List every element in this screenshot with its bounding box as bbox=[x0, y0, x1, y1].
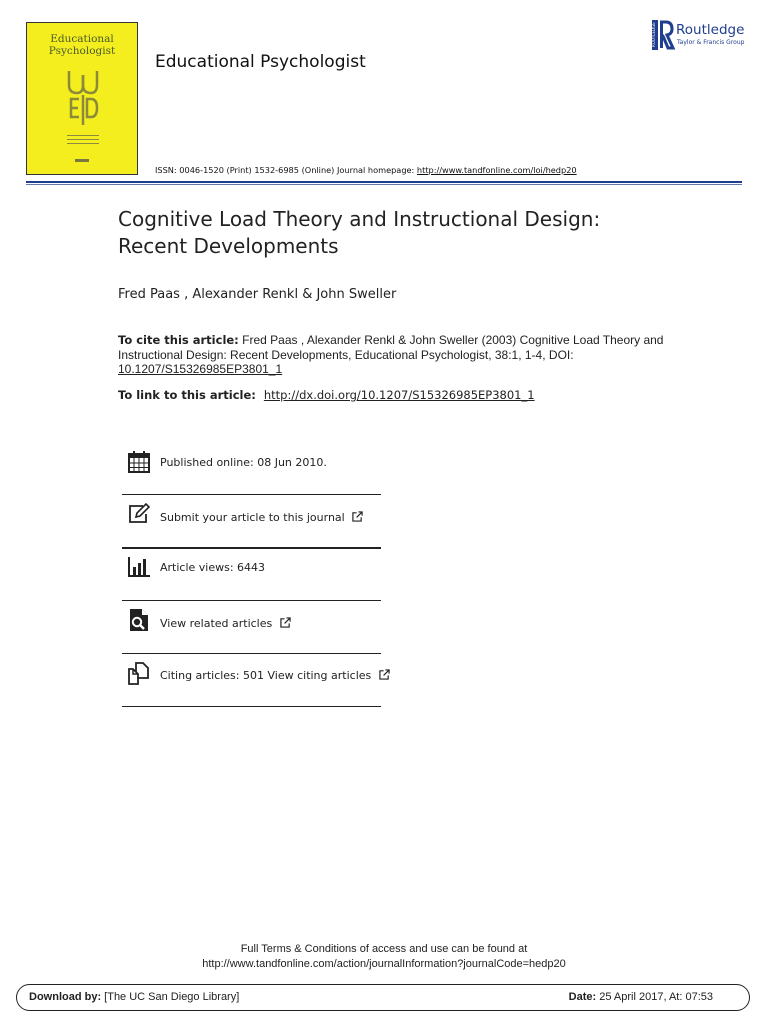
terms-url[interactable]: http://www.tandfonline.com/action/journalInformation?journalCode=hedp20 bbox=[202, 958, 566, 970]
terms-line1: Full Terms & Conditions of access and use can be found at bbox=[240, 943, 528, 955]
cover-publisher-mark bbox=[75, 159, 89, 162]
submit-article-link[interactable] bbox=[160, 511, 363, 524]
article-title bbox=[118, 206, 718, 260]
article-title-line1: Cognitive Load Theory and Instructional Design: bbox=[118, 207, 601, 231]
cover-text-lines bbox=[67, 135, 99, 147]
article-authors: Fred Paas , Alexander Renkl & John Sweller bbox=[118, 287, 397, 302]
article-views-text: Article views: 6443 bbox=[160, 561, 266, 574]
cover-title-line2: Psychologist bbox=[48, 45, 116, 57]
external-link-icon bbox=[280, 617, 291, 628]
journal-cover bbox=[26, 22, 138, 175]
header-divider bbox=[26, 181, 742, 183]
citing-articles-row[interactable] bbox=[122, 656, 381, 708]
link-label: To link to this article: bbox=[118, 388, 260, 402]
download-info-bar bbox=[16, 984, 750, 1011]
journal-title: Educational Psychologist bbox=[155, 52, 366, 72]
issn-text: ISSN: 0046-1520 (Print) 1532-6985 (Online) Journal homepage: bbox=[155, 165, 417, 175]
external-link-icon bbox=[379, 669, 390, 680]
download-date bbox=[569, 991, 713, 1003]
download-value: [The UC San Diego Library] bbox=[101, 991, 240, 1003]
edit-icon bbox=[127, 502, 151, 526]
citing-documents-icon bbox=[127, 661, 151, 685]
external-link-icon bbox=[352, 511, 363, 522]
download-by bbox=[29, 991, 239, 1003]
info-divider bbox=[122, 706, 381, 707]
related-articles-text: View related articles bbox=[160, 617, 273, 630]
info-divider bbox=[122, 600, 381, 601]
publisher-subtitle: Taylor & Francis Group bbox=[677, 39, 745, 46]
cover-title bbox=[27, 33, 137, 57]
article-link-line bbox=[118, 388, 535, 402]
issn-line bbox=[155, 165, 577, 175]
download-label: Download by: bbox=[29, 991, 102, 1003]
citing-articles-text: Citing articles: 501 View citing articles bbox=[160, 669, 372, 682]
publisher-vertical-text: ROUTLEDGE bbox=[651, 22, 656, 47]
date-value: 25 April 2017, At: 07:53 bbox=[596, 991, 713, 1003]
article-title-line2: Recent Developments bbox=[118, 234, 339, 258]
publisher-logo[interactable] bbox=[651, 20, 745, 54]
info-divider bbox=[122, 653, 381, 654]
article-doi-link[interactable]: http://dx.doi.org/10.1207/S15326985EP3801_1 bbox=[263, 388, 535, 402]
citing-articles-link[interactable] bbox=[160, 669, 390, 682]
cite-label: To cite this article: bbox=[118, 333, 239, 347]
search-document-icon bbox=[127, 608, 151, 632]
cover-title-line1: Educational bbox=[50, 33, 114, 45]
publisher-name: Routledge bbox=[676, 22, 745, 38]
journal-homepage-link[interactable]: http://www.tandfonline.com/loi/hedp20 bbox=[416, 165, 577, 175]
cover-logo-icon bbox=[65, 69, 101, 129]
citation-block bbox=[118, 333, 678, 377]
related-articles-row[interactable] bbox=[122, 604, 381, 656]
bar-chart-icon bbox=[127, 555, 151, 579]
submit-article-text: Submit your article to this journal bbox=[160, 511, 345, 524]
info-divider bbox=[122, 547, 381, 549]
related-articles-link[interactable] bbox=[160, 617, 291, 630]
terms-notice bbox=[0, 942, 768, 972]
article-views-row bbox=[122, 552, 381, 604]
header-divider-thin bbox=[26, 184, 742, 185]
published-online-row bbox=[122, 446, 381, 498]
cite-text: Fred Paas , Alexander Renkl & John Sweller (2003) Cognitive Load Theory and Instructional Design: Recent Developments, Educational Psychologist, 38:1, 1-4, DOI: bbox=[118, 333, 664, 362]
calendar-icon bbox=[127, 450, 151, 474]
routledge-logo-icon bbox=[652, 20, 674, 50]
date-label: Date: bbox=[568, 991, 597, 1003]
cite-doi-link[interactable]: 10.1207/S15326985EP3801_1 bbox=[118, 362, 283, 376]
info-divider bbox=[122, 494, 381, 495]
published-online-text: Published online: 08 Jun 2010. bbox=[160, 456, 327, 469]
submit-article-row[interactable] bbox=[122, 500, 381, 552]
